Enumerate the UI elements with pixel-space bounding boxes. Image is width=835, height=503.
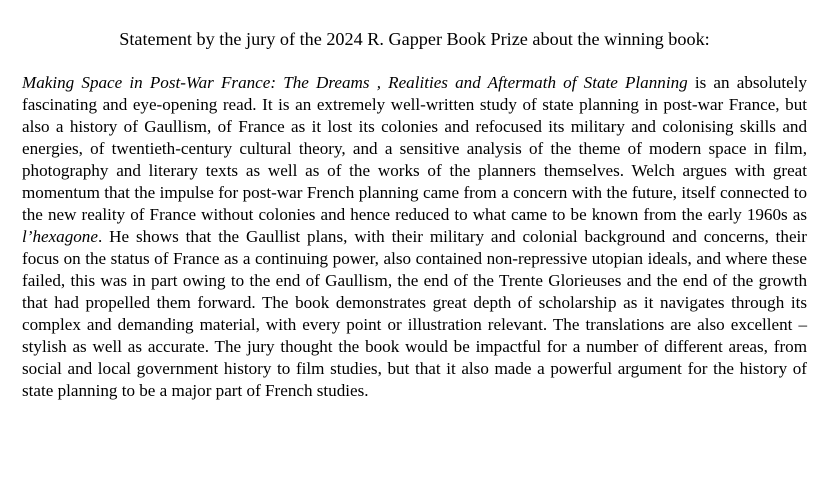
paragraph-part-1: is an absolutely fascinating and eye-opening read. It is an extremely well-written study of state planning in post-war France, but also a history of Gaullism, of France as it lost its colonies and refocused its military and colonising skills and energies, of twentieth-century cultural theory, and a sensitive analysis of the theme of modern space in film, photography and literary texts as well as of the works of the planners themselves. Welch argues with great momentum that the impulse for post-war French planning came from a concern with the future, itself connected to the new reality of France without colonies and hence reduced to what came to be known from the early 1960s as xyxy=(22,73,807,224)
statement-paragraph xyxy=(22,72,807,402)
statement-heading: Statement by the jury of the 2024 R. Gapper Book Prize about the winning book: xyxy=(119,29,710,49)
paragraph-part-2: . He shows that the Gaullist plans, with their military and colonial background and concerns, their focus on the status of France as a continuing power, also contained non-repressive utopian ideals, and where these failed, this was in part owing to the end of Gaullism, the end of the Trente Glorieuses and the end of the growth that had propelled them forward. The book demonstrates great depth of scholarship as it navigates through its complex and demanding material, with every point or illustration relevant. The translations are also excellent – stylish as well as accurate. The jury thought the book would be impactful for a number of different areas, from social and local government history to film studies, but that it also made a powerful argument for the history of state planning to be a major part of French studies. xyxy=(22,227,807,400)
book-title: Making Space in Post-War France: The Dreams , Realities and Aftermath of State Planning xyxy=(22,73,688,92)
hexagone-term: l’hexagone xyxy=(22,227,98,246)
